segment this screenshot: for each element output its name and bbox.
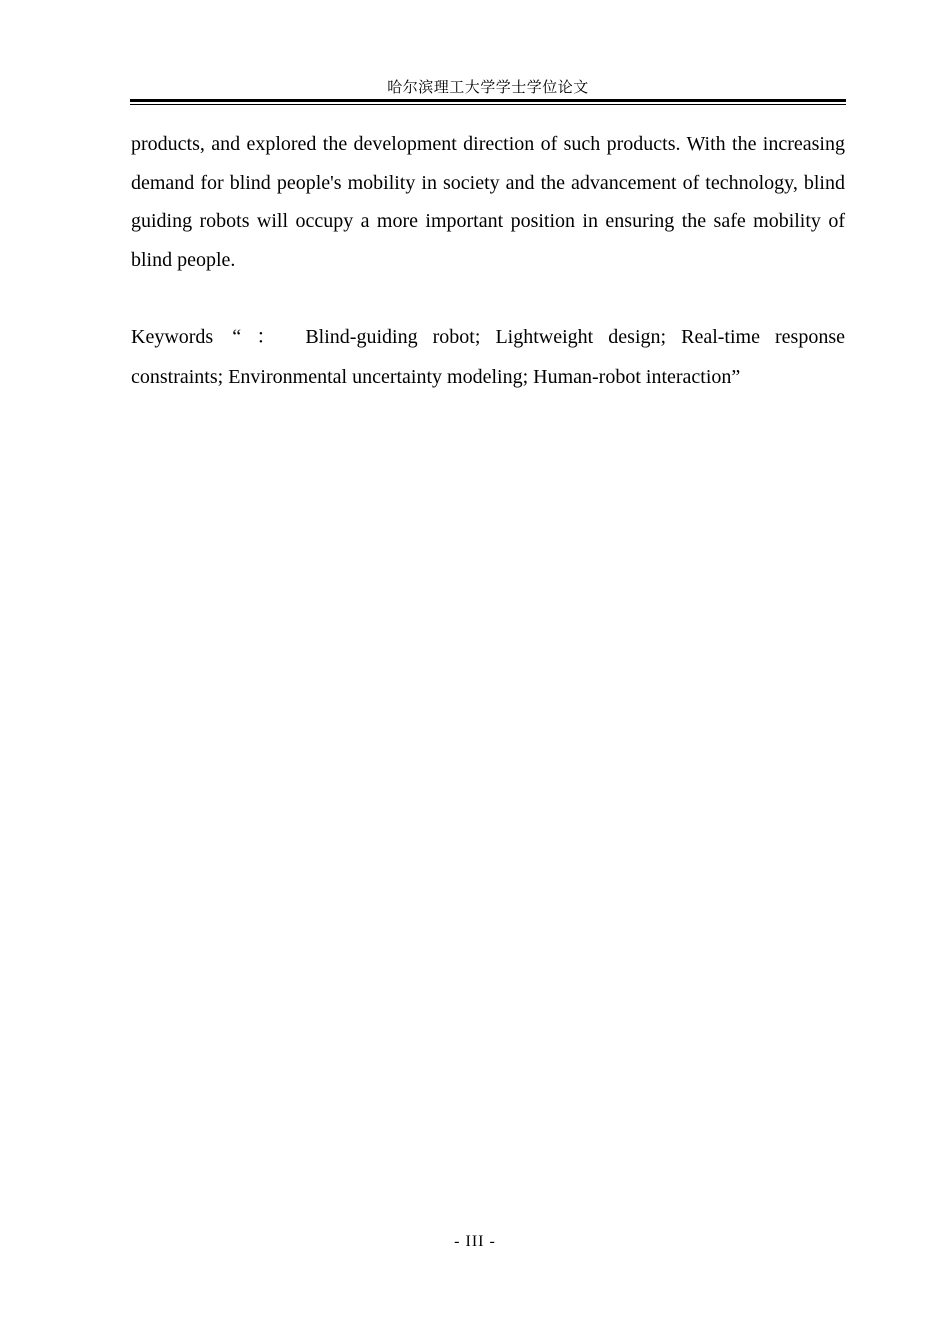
- header-rule-thin: [130, 104, 846, 105]
- header-rule-thick: [130, 99, 846, 102]
- body-paragraph: products, and explored the development direction of such products. With the increasing demand for blind people's mobility in society and the advancement of technology, blind guiding robots will occupy a more important position in ensuring the safe mobility of blind people.: [131, 133, 845, 271]
- keywords-open-punct: “ ：: [232, 326, 287, 348]
- keywords-paragraph: [131, 317, 845, 397]
- keywords-text: Blind-guiding robot; Lightweight design; Real-time response constraints; Environmental uncertainty modeling; Human-robot interaction: [131, 326, 846, 388]
- page-header-title: 哈尔滨理工大学学士学位论文: [387, 80, 589, 96]
- keywords-label: Keywords: [131, 326, 214, 348]
- page-number: - III -: [454, 1233, 496, 1250]
- keywords-close-punct: ”: [731, 366, 741, 388]
